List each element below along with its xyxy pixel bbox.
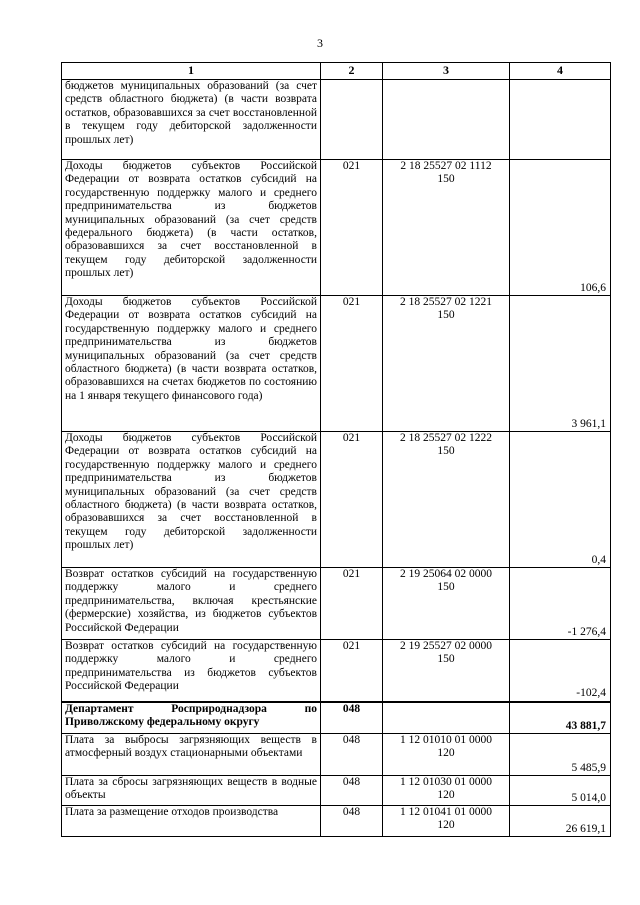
row-description: Плата за выбросы загрязняющих веществ в атмосферный воздух стационарными объектами bbox=[62, 734, 321, 776]
kbk-line-1: 2 18 25527 02 1112 bbox=[400, 160, 492, 172]
row-amount: 26 619,1 bbox=[510, 806, 611, 837]
header-col-1: 1 bbox=[62, 63, 321, 80]
kbk-line-2: 120 bbox=[437, 789, 455, 802]
row-admin-code: 021 bbox=[321, 640, 383, 702]
header-col-4: 4 bbox=[510, 63, 611, 80]
table-row bbox=[62, 432, 611, 568]
kbk-line-1: 1 12 01010 01 0000 bbox=[400, 734, 492, 746]
kbk-line-1: 2 19 25064 02 0000 bbox=[400, 568, 492, 580]
table-row bbox=[62, 640, 611, 702]
row-amount: -102,4 bbox=[510, 640, 611, 702]
row-kbk-code bbox=[383, 702, 510, 734]
row-amount: 43 881,7 bbox=[510, 702, 611, 734]
table-row bbox=[62, 160, 611, 296]
header-col-3: 3 bbox=[383, 63, 510, 80]
row-description: Возврат остатков субсидий на государственную поддержку малого и среднего предпринимательства из бюджетов субъектов Российской Федерации bbox=[62, 640, 321, 702]
row-amount: 0,4 bbox=[510, 432, 611, 568]
table-row bbox=[62, 776, 611, 806]
row-amount bbox=[510, 80, 611, 160]
row-amount: 106,6 bbox=[510, 160, 611, 296]
row-description: Доходы бюджетов субъектов Российской Федерации от возврата остатков субсидий на государственную поддержку малого и среднего предпринимательства из бюджетов муниципальных образований (за счет средств областного бюджета) (в части возврата остатков, образовавшихся за счет восстановленной в текущем году дебиторской задолженности прошлых лет) bbox=[62, 432, 321, 568]
row-kbk-code bbox=[383, 806, 510, 837]
row-description: Плата за размещение отходов производства bbox=[62, 806, 321, 837]
table-row bbox=[62, 80, 611, 160]
table-row bbox=[62, 568, 611, 640]
kbk-line-2: 150 bbox=[437, 445, 455, 458]
row-admin-code bbox=[321, 80, 383, 160]
table-row bbox=[62, 734, 611, 776]
row-admin-code: 048 bbox=[321, 702, 383, 734]
table-row bbox=[62, 806, 611, 837]
row-kbk-code bbox=[383, 640, 510, 702]
row-amount: -1 276,4 bbox=[510, 568, 611, 640]
row-kbk-code bbox=[383, 568, 510, 640]
row-amount: 5 014,0 bbox=[510, 776, 611, 806]
kbk-line-1: 2 18 25527 02 1221 bbox=[400, 296, 492, 308]
row-kbk-code bbox=[383, 296, 510, 432]
row-description: Департамент Росприроднадзора по Приволжскому федеральному округу bbox=[62, 702, 321, 734]
kbk-line-1: 2 18 25527 02 1222 bbox=[400, 432, 492, 444]
row-amount: 3 961,1 bbox=[510, 296, 611, 432]
kbk-line-1: 1 12 01041 01 0000 bbox=[400, 806, 492, 818]
row-description: Возврат остатков субсидий на государственную поддержку малого и среднего предпринимательства, включая крестьянские (фермерские) хозяйства, из бюджетов субъектов Российской Федерации bbox=[62, 568, 321, 640]
row-admin-code: 021 bbox=[321, 432, 383, 568]
header-col-2: 2 bbox=[321, 63, 383, 80]
row-admin-code: 021 bbox=[321, 160, 383, 296]
row-admin-code: 021 bbox=[321, 296, 383, 432]
row-amount: 5 485,9 bbox=[510, 734, 611, 776]
row-description: Плата за сбросы загрязняющих веществ в водные объекты bbox=[62, 776, 321, 806]
row-description: Доходы бюджетов субъектов Российской Федерации от возврата остатков субсидий на государственную поддержку малого и среднего предпринимательства из бюджетов муниципальных образований (за счет средств федерального бюджета) (в части остатков, образовавшихся за счет восстановленной в текущем году дебиторской задолженности прошлых лет) bbox=[62, 160, 321, 296]
kbk-line-2: 150 bbox=[437, 653, 455, 666]
kbk-line-2: 150 bbox=[437, 309, 455, 322]
row-kbk-code bbox=[383, 734, 510, 776]
kbk-line-1: 2 19 25527 02 0000 bbox=[400, 640, 492, 652]
row-kbk-code bbox=[383, 432, 510, 568]
table-header-row bbox=[62, 63, 611, 80]
row-kbk-code bbox=[383, 776, 510, 806]
row-admin-code: 048 bbox=[321, 734, 383, 776]
row-admin-code: 048 bbox=[321, 776, 383, 806]
row-admin-code: 048 bbox=[321, 806, 383, 837]
row-description: Доходы бюджетов субъектов Российской Федерации от возврата остатков субсидий на государственную поддержку малого и среднего предпринимательства из бюджетов муниципальных образований (за счет средств областного бюджета) (в части возврата остатков, образовавшихся на счетах бюджетов по состоянию на 1 января текущего финансового года) bbox=[62, 296, 321, 432]
budget-revenue-table bbox=[61, 62, 611, 837]
kbk-line-1: 1 12 01030 01 0000 bbox=[400, 776, 492, 788]
kbk-line-2: 120 bbox=[437, 747, 455, 760]
page-number: 3 bbox=[317, 36, 323, 50]
row-kbk-code bbox=[383, 160, 510, 296]
row-kbk-code bbox=[383, 80, 510, 160]
kbk-line-2: 150 bbox=[437, 581, 455, 594]
row-admin-code: 021 bbox=[321, 568, 383, 640]
table-row bbox=[62, 296, 611, 432]
table-row-department bbox=[62, 702, 611, 734]
kbk-line-2: 150 bbox=[437, 173, 455, 186]
kbk-line-2: 120 bbox=[437, 819, 455, 832]
row-description: бюджетов муниципальных образований (за счет средств областного бюджета) (в части возврата остатков, образовавшихся за счет восстановленной в текущем году дебиторской задолженности прошлых лет) bbox=[62, 80, 321, 160]
